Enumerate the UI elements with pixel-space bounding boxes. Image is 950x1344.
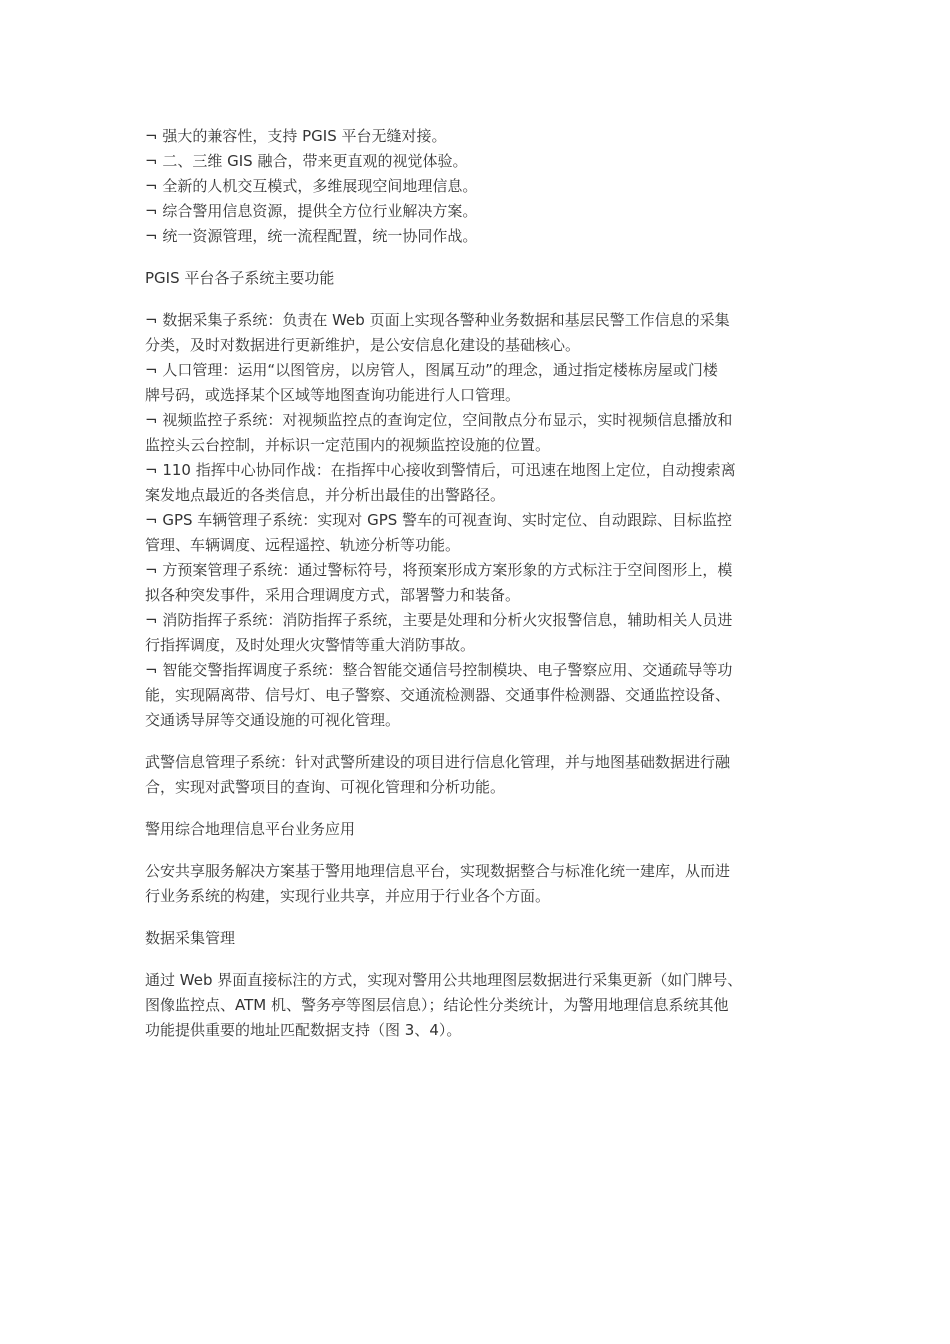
intro-bullet: ¬ 全新的人机交互模式，多维展现空间地理信息。 <box>145 177 478 195</box>
data-collection-heading-block <box>145 926 805 951</box>
intro-bullet: ¬ 综合警用信息资源，提供全方位行业解决方案。 <box>145 202 478 220</box>
subsystem-item-line: ¬ 视频监控子系统：对视频监控点的查询定位，空间散点分布显示，实时视频信息播放和 <box>145 411 733 429</box>
subsystem-item-line: 能，实现隔离带、信号灯、电子警察、交通流检测器、交通事件检测器、交通监控设备、 <box>145 686 731 704</box>
paragraph-line: 功能提供重要的地址匹配数据支持（图 3、4）。 <box>145 1021 462 1039</box>
subsystem-item-line: 分类，及时对数据进行更新维护，是公安信息化建设的基础核心。 <box>145 336 581 354</box>
subsystems-heading-block <box>145 266 805 291</box>
platform-paragraph <box>145 859 805 909</box>
section-heading-platform: 警用综合地理信息平台业务应用 <box>145 820 356 838</box>
subsystem-item-line: ¬ 110 指挥中心协同作战：在指挥中心接收到警情后，可迅速在地图上定位，自动搜索离 <box>145 461 736 479</box>
paragraph-line: 通过 Web 界面直接标注的方式，实现对警用公共地理图层数据进行采集更新（如门牌号、 <box>145 971 743 989</box>
subsystem-item-line: 行指挥调度，及时处理火灾警情等重大消防事故。 <box>145 636 476 654</box>
subsystem-item-line: ¬ 智能交警指挥调度子系统：整合智能交通信号控制模块、电子警察应用、交通疏导等功 <box>145 661 733 679</box>
subsystem-item-line: ¬ 消防指挥子系统：消防指挥子系统，主要是处理和分析火灾报警信息，辅助相关人员进 <box>145 611 733 629</box>
subsystem-item-line: 管理、车辆调度、远程遥控、轨迹分析等功能。 <box>145 536 461 554</box>
subsystem-item-line: 案发地点最近的各类信息，并分析出最佳的出警路径。 <box>145 486 506 504</box>
platform-heading-block <box>145 817 805 842</box>
intro-bullet: ¬ 统一资源管理，统一流程配置，统一协同作战。 <box>145 227 478 245</box>
section-heading-data-collection: 数据采集管理 <box>145 929 236 947</box>
intro-bullet: ¬ 二、三维 GIS 融合，带来更直观的视觉体验。 <box>145 152 468 170</box>
paragraph-line: 图像监控点、ATM 机、警务亭等图层信息）；结论性分类统计，为警用地理信息系统其他 <box>145 996 729 1014</box>
subsystem-item-line: 交通诱导屏等交通设施的可视化管理。 <box>145 711 401 729</box>
subsystem-item-line: 拟各种突发事件，采用合理调度方式，部署警力和装备。 <box>145 586 521 604</box>
paragraph-line: 公安共享服务解决方案基于警用地理信息平台，实现数据整合与标准化统一建库，从而进 <box>145 862 731 880</box>
paragraph-line: 合，实现对武警项目的查询、可视化管理和分析功能。 <box>145 778 506 796</box>
document-page <box>145 124 805 1043</box>
data-collection-paragraph <box>145 968 805 1043</box>
paragraph-line: 武警信息管理子系统：针对武警所建设的项目进行信息化管理，并与地图基础数据进行融 <box>145 753 731 771</box>
paragraph-line: 行业务系统的构建，实现行业共享，并应用于行业各个方面。 <box>145 887 551 905</box>
armed-police-paragraph <box>145 750 805 800</box>
intro-bullet: ¬ 强大的兼容性，支持 PGIS 平台无缝对接。 <box>145 127 447 145</box>
intro-bullet-list <box>145 124 805 249</box>
subsystem-item-line: ¬ 数据采集子系统：负责在 Web 页面上实现各警种业务数据和基层民警工作信息的采集 <box>145 311 730 329</box>
subsystem-item-line: ¬ 人口管理：运用“以图管房，以房管人，图属互动”的理念，通过指定楼栋房屋或门楼 <box>145 361 718 379</box>
subsystem-item-line: 监控头云台控制，并标识一定范围内的视频监控设施的位置。 <box>145 436 551 454</box>
section-heading-subsystems: PGIS 平台各子系统主要功能 <box>145 269 335 287</box>
subsystem-item-line: 牌号码，或选择某个区域等地图查询功能进行人口管理。 <box>145 386 521 404</box>
subsystem-list <box>145 308 805 733</box>
subsystem-item-line: ¬ GPS 车辆管理子系统：实现对 GPS 警车的可视查询、实时定位、自动跟踪、目标监控 <box>145 511 733 529</box>
subsystem-item-line: ¬ 方预案管理子系统：通过警标符号，将预案形成方案形象的方式标注于空间图形上，模 <box>145 561 733 579</box>
